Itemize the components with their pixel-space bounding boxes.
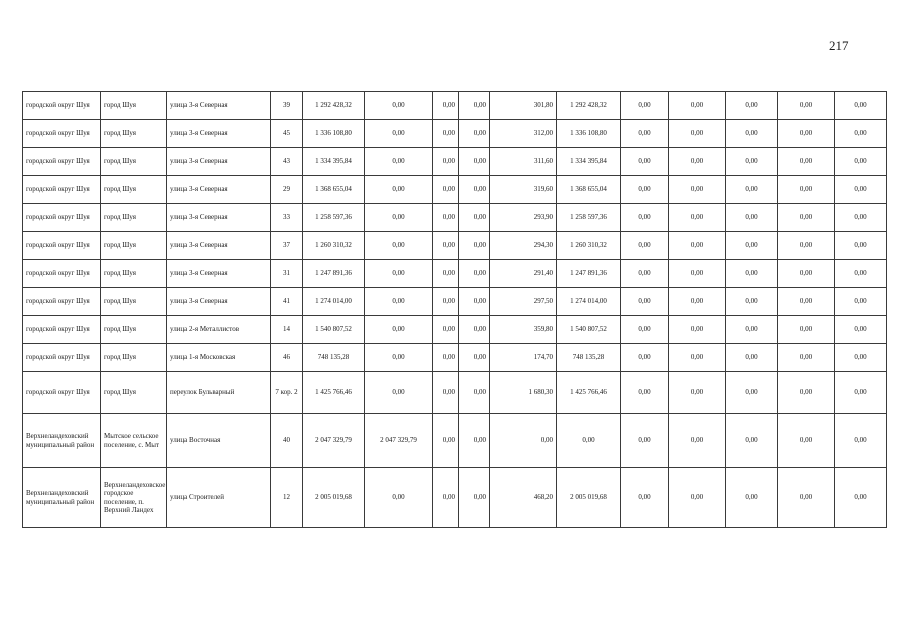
cell-c6: 1 425 766,46 (557, 372, 621, 414)
cell-c8: 0,00 (669, 372, 726, 414)
cell-c8: 0,00 (669, 120, 726, 148)
cell-street: улица 3-я Северная (167, 232, 271, 260)
cell-c11: 0,00 (835, 92, 887, 120)
cell-c6: 1 368 655,04 (557, 176, 621, 204)
table-row (23, 120, 887, 148)
cell-c10: 0,00 (778, 260, 835, 288)
cell-c4: 0,00 (459, 120, 490, 148)
cell-c10: 0,00 (778, 316, 835, 344)
cell-c7: 0,00 (621, 414, 669, 468)
cell-street: улица 1-я Московская (167, 344, 271, 372)
cell-c9: 0,00 (726, 468, 778, 528)
cell-c7: 0,00 (621, 92, 669, 120)
cell-c11: 0,00 (835, 414, 887, 468)
cell-settlement: Мытское сельское поселение, с. Мыт (101, 414, 167, 468)
cell-c3: 0,00 (433, 176, 459, 204)
cell-c11: 0,00 (835, 468, 887, 528)
cell-c6: 748 135,28 (557, 344, 621, 372)
cell-c7: 0,00 (621, 316, 669, 344)
cell-c6: 1 336 108,80 (557, 120, 621, 148)
cell-house: 39 (271, 92, 303, 120)
cell-settlement: город Шуя (101, 372, 167, 414)
cell-c2: 0,00 (365, 468, 433, 528)
cell-settlement: город Шуя (101, 120, 167, 148)
cell-c2: 0,00 (365, 176, 433, 204)
cell-c7: 0,00 (621, 232, 669, 260)
cell-c5: 293,90 (490, 204, 557, 232)
cell-c2: 0,00 (365, 92, 433, 120)
cell-c8: 0,00 (669, 344, 726, 372)
cell-c4: 0,00 (459, 232, 490, 260)
cell-house: 33 (271, 204, 303, 232)
cell-c11: 0,00 (835, 316, 887, 344)
cell-c1: 1 258 597,36 (303, 204, 365, 232)
cell-settlement: город Шуя (101, 260, 167, 288)
cell-municipality: городской округ Шуя (23, 176, 101, 204)
cell-c11: 0,00 (835, 176, 887, 204)
cell-c1: 1 368 655,04 (303, 176, 365, 204)
cell-c10: 0,00 (778, 288, 835, 316)
table-row (23, 148, 887, 176)
table-row (23, 414, 887, 468)
cell-c5: 311,60 (490, 148, 557, 176)
cell-municipality: городской округ Шуя (23, 316, 101, 344)
table-row (23, 372, 887, 414)
page-number: 217 (829, 38, 849, 53)
cell-street: улица 3-я Северная (167, 204, 271, 232)
cell-c11: 0,00 (835, 288, 887, 316)
cell-c3: 0,00 (433, 204, 459, 232)
cell-c10: 0,00 (778, 204, 835, 232)
cell-c9: 0,00 (726, 316, 778, 344)
register-table (22, 91, 887, 528)
table-row (23, 204, 887, 232)
cell-c4: 0,00 (459, 468, 490, 528)
cell-c5: 301,80 (490, 92, 557, 120)
cell-c9: 0,00 (726, 414, 778, 468)
cell-c5: 174,70 (490, 344, 557, 372)
cell-c4: 0,00 (459, 148, 490, 176)
cell-c1: 1 540 807,52 (303, 316, 365, 344)
cell-house: 29 (271, 176, 303, 204)
cell-c8: 0,00 (669, 288, 726, 316)
cell-house: 14 (271, 316, 303, 344)
cell-c1: 1 260 310,32 (303, 232, 365, 260)
cell-street: улица 3-я Северная (167, 92, 271, 120)
cell-c4: 0,00 (459, 372, 490, 414)
cell-municipality: городской округ Шуя (23, 344, 101, 372)
cell-street: улица 3-я Северная (167, 260, 271, 288)
cell-c2: 2 047 329,79 (365, 414, 433, 468)
cell-c4: 0,00 (459, 316, 490, 344)
cell-house: 31 (271, 260, 303, 288)
cell-c2: 0,00 (365, 344, 433, 372)
cell-house: 46 (271, 344, 303, 372)
cell-c10: 0,00 (778, 372, 835, 414)
cell-c6: 1 260 310,32 (557, 232, 621, 260)
cell-street: улица 3-я Северная (167, 148, 271, 176)
cell-c1: 2 005 019,68 (303, 468, 365, 528)
cell-c2: 0,00 (365, 288, 433, 316)
cell-c7: 0,00 (621, 372, 669, 414)
cell-c11: 0,00 (835, 204, 887, 232)
cell-c5: 359,80 (490, 316, 557, 344)
cell-c6: 2 005 019,68 (557, 468, 621, 528)
cell-c5: 0,00 (490, 414, 557, 468)
cell-c7: 0,00 (621, 468, 669, 528)
cell-house: 37 (271, 232, 303, 260)
cell-c1: 1 336 108,80 (303, 120, 365, 148)
cell-c2: 0,00 (365, 120, 433, 148)
cell-settlement: город Шуя (101, 204, 167, 232)
cell-c4: 0,00 (459, 260, 490, 288)
cell-municipality: городской округ Шуя (23, 372, 101, 414)
table-row (23, 260, 887, 288)
cell-municipality: городской округ Шуя (23, 232, 101, 260)
cell-municipality: Верхнеландеховский муниципальный район (23, 468, 101, 528)
cell-c6: 1 540 807,52 (557, 316, 621, 344)
cell-c2: 0,00 (365, 372, 433, 414)
cell-c8: 0,00 (669, 468, 726, 528)
cell-municipality: городской округ Шуя (23, 288, 101, 316)
cell-c8: 0,00 (669, 92, 726, 120)
cell-settlement: город Шуя (101, 176, 167, 204)
cell-c10: 0,00 (778, 92, 835, 120)
cell-c6: 1 334 395,84 (557, 148, 621, 176)
cell-c10: 0,00 (778, 232, 835, 260)
cell-c9: 0,00 (726, 288, 778, 316)
cell-c5: 312,00 (490, 120, 557, 148)
cell-house: 45 (271, 120, 303, 148)
cell-c8: 0,00 (669, 204, 726, 232)
cell-municipality: Верхнеландеховский муниципальный район (23, 414, 101, 468)
cell-c10: 0,00 (778, 120, 835, 148)
cell-c1: 1 425 766,46 (303, 372, 365, 414)
cell-c8: 0,00 (669, 316, 726, 344)
cell-c6: 1 292 428,32 (557, 92, 621, 120)
cell-house: 7 кор. 2 (271, 372, 303, 414)
cell-c6: 1 247 891,36 (557, 260, 621, 288)
cell-c3: 0,00 (433, 148, 459, 176)
table-row (23, 232, 887, 260)
cell-c5: 297,50 (490, 288, 557, 316)
cell-house: 12 (271, 468, 303, 528)
cell-c1: 1 247 891,36 (303, 260, 365, 288)
cell-c9: 0,00 (726, 260, 778, 288)
cell-c5: 1 680,30 (490, 372, 557, 414)
cell-municipality: городской округ Шуя (23, 260, 101, 288)
cell-municipality: городской округ Шуя (23, 92, 101, 120)
cell-street: переулок Бульварный (167, 372, 271, 414)
cell-c1: 1 334 395,84 (303, 148, 365, 176)
cell-c9: 0,00 (726, 372, 778, 414)
cell-c7: 0,00 (621, 204, 669, 232)
cell-c10: 0,00 (778, 414, 835, 468)
cell-c9: 0,00 (726, 92, 778, 120)
cell-c5: 468,20 (490, 468, 557, 528)
cell-c10: 0,00 (778, 176, 835, 204)
cell-municipality: городской округ Шуя (23, 120, 101, 148)
cell-c11: 0,00 (835, 372, 887, 414)
cell-c11: 0,00 (835, 260, 887, 288)
cell-c3: 0,00 (433, 92, 459, 120)
cell-c3: 0,00 (433, 372, 459, 414)
table-row (23, 468, 887, 528)
cell-c3: 0,00 (433, 344, 459, 372)
table-row (23, 288, 887, 316)
cell-c11: 0,00 (835, 148, 887, 176)
cell-c8: 0,00 (669, 414, 726, 468)
cell-c4: 0,00 (459, 288, 490, 316)
table-row (23, 176, 887, 204)
cell-c8: 0,00 (669, 148, 726, 176)
cell-c6: 1 274 014,00 (557, 288, 621, 316)
table-row (23, 92, 887, 120)
cell-c8: 0,00 (669, 232, 726, 260)
cell-settlement: город Шуя (101, 148, 167, 176)
cell-c10: 0,00 (778, 344, 835, 372)
cell-house: 40 (271, 414, 303, 468)
cell-c11: 0,00 (835, 120, 887, 148)
cell-c10: 0,00 (778, 468, 835, 528)
cell-street: улица 3-я Северная (167, 120, 271, 148)
cell-c8: 0,00 (669, 176, 726, 204)
cell-house: 41 (271, 288, 303, 316)
cell-c1: 2 047 329,79 (303, 414, 365, 468)
cell-settlement: город Шуя (101, 288, 167, 316)
cell-c3: 0,00 (433, 288, 459, 316)
cell-c1: 748 135,28 (303, 344, 365, 372)
cell-c3: 0,00 (433, 316, 459, 344)
cell-street: улица 2-я Металлистов (167, 316, 271, 344)
cell-c7: 0,00 (621, 148, 669, 176)
cell-c3: 0,00 (433, 414, 459, 468)
cell-c9: 0,00 (726, 204, 778, 232)
cell-c9: 0,00 (726, 344, 778, 372)
cell-c2: 0,00 (365, 232, 433, 260)
cell-c11: 0,00 (835, 344, 887, 372)
cell-c1: 1 274 014,00 (303, 288, 365, 316)
cell-c4: 0,00 (459, 176, 490, 204)
cell-c6: 1 258 597,36 (557, 204, 621, 232)
cell-c11: 0,00 (835, 232, 887, 260)
cell-c7: 0,00 (621, 176, 669, 204)
cell-street: улица 3-я Северная (167, 176, 271, 204)
register-table-body (23, 92, 887, 528)
cell-c7: 0,00 (621, 344, 669, 372)
cell-settlement: город Шуя (101, 344, 167, 372)
cell-c9: 0,00 (726, 176, 778, 204)
cell-c3: 0,00 (433, 260, 459, 288)
cell-c8: 0,00 (669, 260, 726, 288)
cell-settlement: город Шуя (101, 92, 167, 120)
cell-c6: 0,00 (557, 414, 621, 468)
cell-c3: 0,00 (433, 232, 459, 260)
table-row (23, 344, 887, 372)
cell-c5: 291,40 (490, 260, 557, 288)
cell-c7: 0,00 (621, 260, 669, 288)
cell-c9: 0,00 (726, 232, 778, 260)
cell-street: улица Восточная (167, 414, 271, 468)
cell-street: улица Строителей (167, 468, 271, 528)
cell-c7: 0,00 (621, 120, 669, 148)
cell-c9: 0,00 (726, 148, 778, 176)
cell-c10: 0,00 (778, 148, 835, 176)
cell-c2: 0,00 (365, 148, 433, 176)
cell-c4: 0,00 (459, 414, 490, 468)
cell-c3: 0,00 (433, 468, 459, 528)
cell-c9: 0,00 (726, 120, 778, 148)
cell-street: улица 3-я Северная (167, 288, 271, 316)
cell-municipality: городской округ Шуя (23, 204, 101, 232)
cell-c4: 0,00 (459, 344, 490, 372)
cell-settlement: город Шуя (101, 316, 167, 344)
table-row (23, 316, 887, 344)
cell-municipality: городской округ Шуя (23, 148, 101, 176)
cell-c2: 0,00 (365, 260, 433, 288)
cell-c2: 0,00 (365, 204, 433, 232)
cell-c3: 0,00 (433, 120, 459, 148)
cell-c4: 0,00 (459, 92, 490, 120)
cell-house: 43 (271, 148, 303, 176)
cell-c4: 0,00 (459, 204, 490, 232)
cell-c5: 319,60 (490, 176, 557, 204)
cell-settlement: город Шуя (101, 232, 167, 260)
cell-settlement: Верхнеландеховское городское поселение, п. Верхний Ландех (101, 468, 167, 528)
cell-c5: 294,30 (490, 232, 557, 260)
cell-c7: 0,00 (621, 288, 669, 316)
cell-c2: 0,00 (365, 316, 433, 344)
cell-c1: 1 292 428,32 (303, 92, 365, 120)
